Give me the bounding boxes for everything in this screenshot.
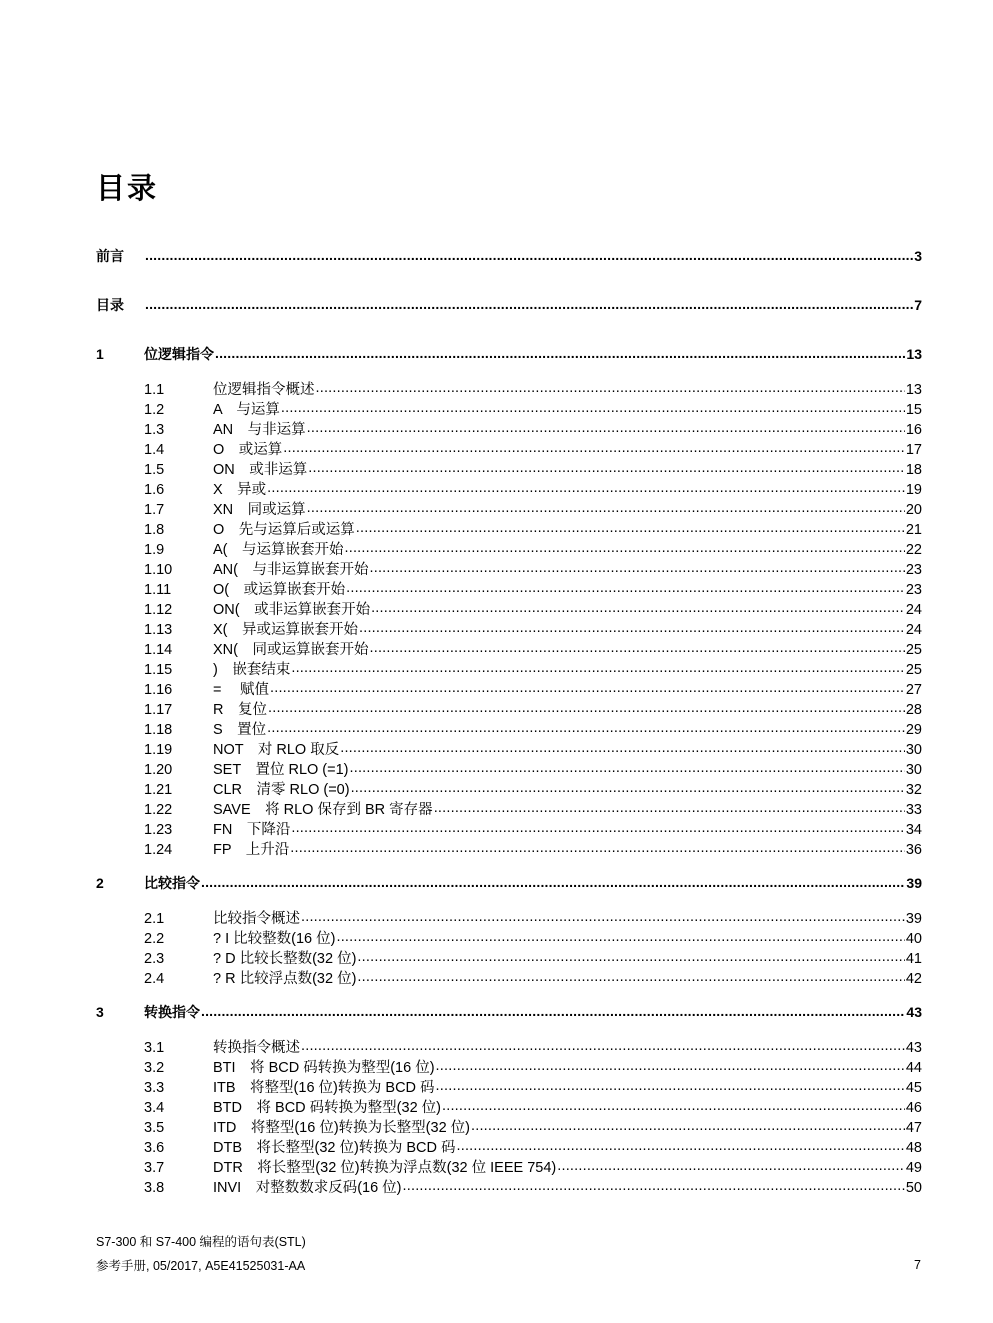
toc-entry-title: R 复位 — [213, 702, 267, 718]
toc-entry-number: 1 — [96, 346, 104, 362]
toc-leader-dots — [308, 460, 905, 474]
toc-entry-page: 19 — [905, 482, 922, 498]
toc-entry-page: 16 — [905, 422, 922, 438]
toc-entry[interactable] — [96, 1136, 922, 1156]
toc-entry[interactable] — [96, 698, 922, 718]
toc-entry-page: 30 — [905, 762, 922, 778]
toc-entry-number: 1.11 — [144, 582, 172, 598]
toc-entry-number: 2.4 — [144, 971, 165, 987]
toc-entry-page: 24 — [905, 602, 922, 618]
toc-entry-number: 1.12 — [144, 602, 173, 618]
footer-page-number: 7 — [914, 1258, 921, 1272]
toc-entry-number: 1.24 — [144, 842, 173, 858]
toc-entry-page: 24 — [905, 622, 922, 638]
toc-leader-dots — [270, 680, 905, 694]
footer-document-title: S7-300 和 S7-400 编程的语句表(STL) — [96, 1235, 306, 1249]
toc-entry-number: 2 — [96, 875, 104, 891]
toc-leader-dots — [145, 247, 913, 261]
toc-leader-dots — [267, 720, 905, 734]
toc-entry[interactable] — [96, 927, 922, 947]
toc-entry[interactable] — [96, 718, 922, 738]
toc-leader-dots — [215, 345, 905, 359]
toc-entry[interactable] — [96, 678, 922, 698]
toc-entry-title: SET 置位 RLO (=1) — [213, 762, 349, 778]
toc-entry-title: 比较指令 — [144, 875, 200, 891]
toc-leader-dots — [442, 1098, 905, 1112]
toc-entry-number: 3.2 — [144, 1060, 165, 1076]
toc-leader-dots — [201, 874, 905, 888]
toc-entry-number: 1.4 — [144, 442, 165, 458]
toc-entry[interactable] — [96, 1116, 922, 1136]
toc-leader-dots — [267, 480, 905, 494]
toc-entry[interactable] — [96, 907, 922, 927]
toc-leader-dots — [281, 400, 905, 414]
toc-entry-title: AN( 与非运算嵌套开始 — [213, 562, 369, 578]
toc-entry[interactable] — [96, 638, 922, 658]
toc-entry-number: 3.8 — [144, 1180, 165, 1196]
toc-entry-page: 32 — [905, 782, 922, 798]
toc-entry-title: INVI 对整数数求反码(16 位) — [213, 1180, 402, 1196]
toc-entry[interactable] — [96, 658, 922, 678]
toc-entry-title: ITB 将整型(16 位)转换为 BCD 码 — [213, 1080, 435, 1096]
toc-entry[interactable] — [96, 498, 922, 518]
toc-entry-page: 20 — [905, 502, 922, 518]
toc-entry-title: ON( 或非运算嵌套开始 — [213, 602, 371, 618]
toc-entry-page: 42 — [905, 971, 922, 987]
toc-entry[interactable] — [96, 758, 922, 778]
toc-entry[interactable] — [96, 295, 922, 315]
toc-leader-dots — [357, 949, 904, 963]
toc-entry-title: ? D 比较长整数(32 位) — [213, 951, 357, 967]
toc-entry-title: XN( 同或运算嵌套开始 — [213, 642, 369, 658]
toc-entry-page: 3 — [914, 248, 922, 264]
toc-leader-dots — [290, 840, 905, 854]
toc-entry-page: 17 — [905, 442, 922, 458]
toc-entry-number: 1.10 — [144, 562, 173, 578]
toc-entry-title: AN 与非运算 — [213, 422, 306, 438]
footer-manual-info: 参考手册, 05/2017, A5E41525031-AA — [96, 1259, 306, 1273]
toc-leader-dots — [350, 760, 905, 774]
toc-leader-dots — [145, 296, 913, 310]
toc-entry-page: 45 — [905, 1080, 922, 1096]
toc-entry[interactable] — [96, 818, 922, 838]
toc-entry-title: X 异或 — [213, 482, 267, 498]
toc-leader-dots — [371, 600, 905, 614]
toc-entry[interactable] — [96, 1176, 922, 1196]
toc-entry[interactable] — [96, 1002, 922, 1022]
toc-entry[interactable] — [96, 418, 922, 438]
toc-leader-dots — [301, 909, 905, 923]
toc-entry[interactable] — [96, 578, 922, 598]
toc-entry-title: 转换指令概述 — [213, 1040, 300, 1056]
toc-entry-number: 2.2 — [144, 931, 165, 947]
toc-leader-dots — [359, 620, 905, 634]
toc-entry[interactable] — [96, 778, 922, 798]
toc-entry-title: ? I 比较整数(16 位) — [213, 931, 336, 947]
toc-entry[interactable] — [96, 246, 922, 266]
toc-entry-page: 21 — [905, 522, 922, 538]
toc-leader-dots — [283, 440, 905, 454]
toc-entry-page: 23 — [905, 582, 922, 598]
toc-leader-dots — [268, 700, 905, 714]
toc-entry-title: 比较指令概述 — [213, 911, 300, 927]
toc-entry-number: 1.19 — [144, 742, 173, 758]
toc-entry-number: 3 — [96, 1004, 104, 1020]
toc-entry-page: 15 — [905, 402, 922, 418]
toc-entry-page: 33 — [905, 802, 922, 818]
toc-leader-dots — [369, 640, 904, 654]
toc-entry-title: SAVE 将 RLO 保存到 BR 寄存器 — [213, 802, 433, 818]
toc-entry-page: 13 — [905, 382, 922, 398]
toc-entry-number: 前言 — [96, 248, 124, 264]
toc-entry-page: 43 — [906, 1004, 922, 1020]
toc-entry-title: X( 异或运算嵌套开始 — [213, 622, 358, 638]
toc-entry-title: FP 上升沿 — [213, 842, 290, 858]
toc-entry-number: 1.13 — [144, 622, 173, 638]
toc-entry-title: DTR 将长整型(32 位)转换为浮点数(32 位 IEEE 754) — [213, 1160, 557, 1176]
toc-entry-page: 7 — [914, 297, 922, 313]
toc-entry-number: 2.3 — [144, 951, 165, 967]
toc-entry[interactable] — [96, 738, 922, 758]
toc-entry-title: FN 下降沿 — [213, 822, 291, 838]
toc-leader-dots — [336, 929, 904, 943]
toc-entry-page: 39 — [905, 911, 922, 927]
toc-entry-title: = 赋值 — [213, 682, 269, 698]
toc-entry[interactable] — [96, 967, 922, 987]
toc-entry[interactable] — [96, 1056, 922, 1076]
toc-entry-page: 22 — [905, 542, 922, 558]
toc-entry[interactable] — [96, 798, 922, 818]
toc-entry-number: 1.7 — [144, 502, 165, 518]
toc-entry-title: O 先与运算后或运算 — [213, 522, 355, 538]
toc-entry-page: 40 — [905, 931, 922, 947]
toc-entry-number: 3.4 — [144, 1100, 165, 1116]
toc-entry-page: 39 — [906, 875, 922, 891]
toc-entry-title: NOT 对 RLO 取反 — [213, 742, 340, 758]
toc-entry[interactable] — [96, 1076, 922, 1096]
toc-entry-number: 1.14 — [144, 642, 173, 658]
toc-entry-title: ITD 将整型(16 位)转换为长整型(32 位) — [213, 1120, 470, 1136]
toc-entry-number: 3.7 — [144, 1160, 165, 1176]
toc-entry[interactable] — [96, 947, 922, 967]
toc-entry[interactable] — [96, 344, 922, 364]
toc-entry-number: 目录 — [96, 297, 124, 313]
toc-entry-title: ON 或非运算 — [213, 462, 308, 478]
toc-entry-number: 1.5 — [144, 462, 165, 478]
toc-entry-number: 1.6 — [144, 482, 165, 498]
toc-entry-page: 44 — [905, 1060, 922, 1076]
toc-entry[interactable] — [96, 478, 922, 498]
toc-entry[interactable] — [96, 1156, 922, 1176]
toc-entry-page: 49 — [905, 1160, 922, 1176]
toc-leader-dots — [436, 1078, 905, 1092]
toc-entry[interactable] — [96, 618, 922, 638]
toc-entry-number: 1.23 — [144, 822, 173, 838]
toc-entry-page: 23 — [905, 562, 922, 578]
toc-leader-dots — [291, 660, 905, 674]
toc-entry-title: ) 嵌套结束 — [213, 662, 291, 678]
toc-entry[interactable] — [96, 558, 922, 578]
toc-entry-page: 36 — [905, 842, 922, 858]
toc-leader-dots — [307, 500, 905, 514]
toc-entry-title: 位逻辑指令 — [144, 346, 214, 362]
toc-entry-page: 29 — [905, 722, 922, 738]
toc-leader-dots — [434, 800, 905, 814]
toc-entry-number: 1.22 — [144, 802, 173, 818]
toc-entry-page: 28 — [905, 702, 922, 718]
toc-entry-page: 43 — [905, 1040, 922, 1056]
toc-entry-number: 1.21 — [144, 782, 173, 798]
toc-leader-dots — [369, 560, 904, 574]
toc-entry[interactable] — [96, 378, 922, 398]
toc-entry[interactable] — [96, 1096, 922, 1116]
toc-entry[interactable] — [96, 458, 922, 478]
toc-leader-dots — [201, 1003, 905, 1017]
toc-leader-dots — [345, 540, 905, 554]
toc-entry[interactable] — [96, 538, 922, 558]
toc-entry-page: 50 — [905, 1180, 922, 1196]
toc-entry-title: BTI 将 BCD 码转换为整型(16 位) — [213, 1060, 435, 1076]
toc-entry[interactable] — [96, 398, 922, 418]
toc-entry-page: 25 — [905, 662, 922, 678]
toc-entry-title: XN 同或运算 — [213, 502, 306, 518]
toc-entry-number: 1.3 — [144, 422, 165, 438]
toc-entry-title: S 置位 — [213, 722, 267, 738]
toc-entry-title: CLR 清零 RLO (=0) — [213, 782, 350, 798]
toc-entry-page: 41 — [905, 951, 922, 967]
toc-entry[interactable] — [96, 438, 922, 458]
toc-leader-dots — [340, 740, 905, 754]
toc-entry-page: 34 — [905, 822, 922, 838]
toc-entry-number: 1.2 — [144, 402, 165, 418]
toc-leader-dots — [403, 1178, 905, 1192]
toc-entry-number: 3.1 — [144, 1040, 165, 1056]
toc-entry[interactable] — [96, 598, 922, 618]
toc-entry-page: 47 — [905, 1120, 922, 1136]
toc-entry[interactable] — [96, 873, 922, 893]
toc-leader-dots — [351, 780, 905, 794]
toc-entry-title: O 或运算 — [213, 442, 283, 458]
toc-entry-title: ? R 比较浮点数(32 位) — [213, 971, 357, 987]
toc-entry-number: 1.15 — [144, 662, 173, 678]
toc-entry-number: 3.3 — [144, 1080, 165, 1096]
toc-entry-number: 1.16 — [144, 682, 173, 698]
toc-leader-dots — [346, 580, 905, 594]
toc-entry-number: 1.8 — [144, 522, 165, 538]
toc-entry-page: 18 — [905, 462, 922, 478]
page-title: 目录 — [96, 171, 159, 205]
toc-leader-dots — [291, 820, 905, 834]
toc-entry-number: 1.18 — [144, 722, 173, 738]
toc-entry[interactable] — [96, 1036, 922, 1056]
toc-entry-number: 3.6 — [144, 1140, 165, 1156]
toc-entry-page: 30 — [905, 742, 922, 758]
toc-leader-dots — [436, 1058, 905, 1072]
toc-leader-dots — [316, 380, 905, 394]
toc-entry-page: 46 — [905, 1100, 922, 1116]
toc-entry-number: 3.5 — [144, 1120, 165, 1136]
toc-leader-dots — [301, 1038, 905, 1052]
toc-entry-title: A( 与运算嵌套开始 — [213, 542, 344, 558]
toc-leader-dots — [357, 969, 904, 983]
toc-entry-title: DTB 将长整型(32 位)转换为 BCD 码 — [213, 1140, 456, 1156]
toc-entry-number: 1.20 — [144, 762, 173, 778]
toc-entry-page: 25 — [905, 642, 922, 658]
toc-entry-number: 1.9 — [144, 542, 165, 558]
toc-entry-number: 2.1 — [144, 911, 165, 927]
toc-entry-title: 位逻辑指令概述 — [213, 382, 315, 398]
toc-leader-dots — [356, 520, 905, 534]
toc-entry[interactable] — [96, 838, 922, 858]
toc-entry-title: O( 或运算嵌套开始 — [213, 582, 346, 598]
toc-entry-number: 1.1 — [144, 382, 165, 398]
toc-entry-page: 48 — [905, 1140, 922, 1156]
toc-entry-page: 13 — [906, 346, 922, 362]
toc-leader-dots — [307, 420, 905, 434]
toc-leader-dots — [457, 1138, 905, 1152]
toc-entry-title: BTD 将 BCD 码转换为整型(32 位) — [213, 1100, 441, 1116]
toc-leader-dots — [557, 1158, 905, 1172]
toc-entry-title: 转换指令 — [144, 1004, 200, 1020]
toc-entry-page: 27 — [905, 682, 922, 698]
toc-entry-number: 1.17 — [144, 702, 173, 718]
toc-leader-dots — [471, 1118, 905, 1132]
toc-entry-title: A 与运算 — [213, 402, 280, 418]
toc-entry[interactable] — [96, 518, 922, 538]
